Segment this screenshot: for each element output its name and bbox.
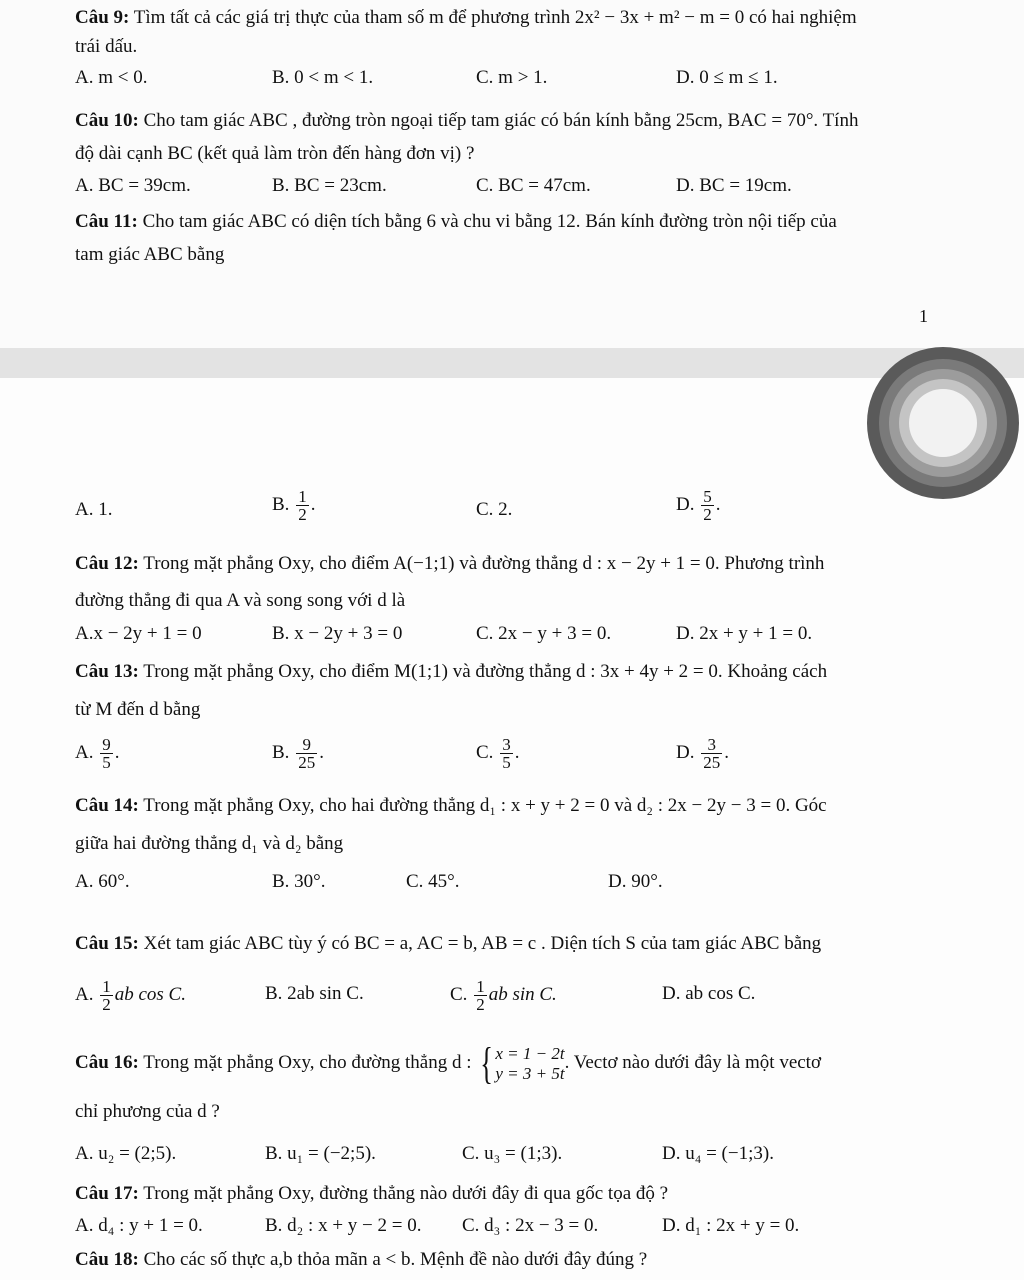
option-b[interactable]: B. u₁ = (−2;5). xyxy=(265,1143,376,1164)
question-text: Trong mặt phẳng Oxy, cho hai đường thẳng d₁ : x + y + 2 = 0 và d₂ : 2x − 2y − 3 = 0. Góc xyxy=(143,795,827,816)
equation-1: x = 1 − 2t xyxy=(495,1043,565,1063)
question-16-cont: chỉ phương của d ? xyxy=(75,1101,220,1122)
question-text: Cho tam giác ABC có diện tích bằng 6 và chu vi bằng 12. Bán kính đường tròn nội tiếp của xyxy=(142,211,837,232)
option-d[interactable]: D. 2x + y + 1 = 0. xyxy=(676,623,813,644)
numerator: 9 xyxy=(296,736,317,754)
system-brace: { xyxy=(480,1038,494,1088)
question-label: Câu 14: xyxy=(75,795,139,816)
question-label: Câu 18: xyxy=(75,1249,139,1270)
option-c[interactable] xyxy=(450,978,557,1013)
option-prefix: A. xyxy=(75,983,94,1005)
option-a[interactable]: A.x − 2y + 1 = 0 xyxy=(75,623,202,644)
denominator: 2 xyxy=(102,995,111,1014)
fraction xyxy=(701,488,714,523)
question-text: Trong mặt phẳng Oxy, cho đường thẳng d : xyxy=(143,1052,472,1073)
option-b[interactable]: B. 30°. xyxy=(272,871,326,892)
question-18 xyxy=(75,1248,994,1272)
option-prefix: B. xyxy=(272,493,290,515)
question-label: Câu 13: xyxy=(75,661,139,682)
fraction xyxy=(296,736,317,771)
question-text-after: . Vectơ nào dưới đây là một vectơ xyxy=(564,1052,822,1073)
option-c[interactable]: C. BC = 47cm. xyxy=(476,175,591,196)
option-c[interactable]: C. 45°. xyxy=(406,871,460,892)
option-a[interactable]: A. BC = 39cm. xyxy=(75,175,191,196)
loading-spinner-icon xyxy=(866,346,1020,500)
question-9-cont: trái dấu. xyxy=(75,36,138,57)
option-a[interactable] xyxy=(75,978,186,1013)
option-b[interactable]: B. 2ab sin C. xyxy=(265,983,364,1004)
question-label: Câu 15: xyxy=(75,933,139,954)
numerator: 9 xyxy=(102,735,111,754)
option-b[interactable]: B. $\frac{1}{2}$ . xyxy=(272,487,316,524)
equation-2: y = 3 + 5t xyxy=(495,1063,565,1083)
option-c[interactable]: C. 2. xyxy=(476,499,513,520)
question-17 xyxy=(75,1182,994,1206)
denominator: 5 xyxy=(102,753,111,772)
question-10-cont: độ dài cạnh BC (kết quả làm tròn đến hàng đơn vị) ? xyxy=(75,143,475,164)
question-text: Xét tam giác ABC tùy ý có BC = a, AC = b, AB = c . Diện tích S của tam giác ABC bằng xyxy=(143,933,822,954)
question-16 xyxy=(75,1038,994,1088)
option-d[interactable]: D. $\frac{3}{25}$ . xyxy=(676,735,729,772)
option-c[interactable]: C. $\frac{3}{5}$ . xyxy=(476,735,520,772)
question-text: Cho tam giác ABC , đường tròn ngoại tiếp tam giác có bán kính bằng 25cm, BAC = 70°. Tính xyxy=(143,110,859,131)
fraction xyxy=(296,488,309,523)
numerator: 3 xyxy=(502,735,511,754)
question-10 xyxy=(75,109,994,133)
option-d[interactable]: D. 0 ≤ m ≤ 1. xyxy=(676,67,778,88)
question-text: Cho các số thực a,b thỏa mãn a < b. Mệnh đề nào dưới đây đúng ? xyxy=(143,1249,648,1270)
numerator: 1 xyxy=(476,977,485,996)
denominator: 25 xyxy=(703,753,721,772)
question-15 xyxy=(75,932,994,956)
question-text: Trong mặt phẳng Oxy, cho điểm A(−1;1) và đường thẳng d : x − 2y + 1 = 0. Phương trình xyxy=(143,553,825,574)
question-label: Câu 9: xyxy=(75,7,130,28)
option-c[interactable]: C. d₃ : 2x − 3 = 0. xyxy=(462,1215,599,1236)
option-tail: ab sin C. xyxy=(488,983,557,1005)
option-b[interactable]: B. x − 2y + 3 = 0 xyxy=(272,623,403,644)
option-d[interactable]: D. 90°. xyxy=(608,871,663,892)
option-b[interactable]: B. BC = 23cm. xyxy=(272,175,387,196)
option-d[interactable]: D. u₄ = (−1;3). xyxy=(662,1143,774,1164)
numerator: 5 xyxy=(703,487,712,506)
denominator: 2 xyxy=(476,995,485,1014)
question-13-cont: từ M đến d bằng xyxy=(75,699,201,720)
option-prefix: C. xyxy=(450,983,468,1005)
numerator: 3 xyxy=(701,736,722,754)
option-d[interactable]: D. ab cos C. xyxy=(662,983,756,1004)
option-c[interactable]: C. u₃ = (1;3). xyxy=(462,1143,563,1164)
option-c[interactable]: C. m > 1. xyxy=(476,67,548,88)
question-label: Câu 17: xyxy=(75,1183,139,1204)
fraction xyxy=(500,736,513,771)
question-11 xyxy=(75,210,994,234)
question-11-cont: tam giác ABC bằng xyxy=(75,244,225,265)
question-13 xyxy=(75,660,994,684)
page-number: 1 xyxy=(919,306,928,326)
numerator: 1 xyxy=(298,487,307,506)
option-b[interactable]: B. $\frac{9}{25}$ . xyxy=(272,735,324,772)
fraction xyxy=(701,736,722,771)
question-9 xyxy=(75,6,994,30)
question-12 xyxy=(75,552,994,576)
question-text: Tìm tất cả các giá trị thực của tham số m để phương trình 2x² − 3x + m² − m = 0 có hai nghiệm xyxy=(133,7,857,28)
option-a[interactable]: A. $\frac{9}{5}$ . xyxy=(75,735,120,772)
option-a[interactable]: A. u₂ = (2;5). xyxy=(75,1143,177,1164)
question-text: Trong mặt phẳng Oxy, đường thẳng nào dưới đây đi qua gốc tọa độ ? xyxy=(143,1183,669,1204)
option-tail: ab cos C. xyxy=(114,983,186,1005)
fraction xyxy=(474,978,487,1013)
option-b[interactable]: B. d₂ : x + y − 2 = 0. xyxy=(265,1215,422,1236)
question-text: Trong mặt phẳng Oxy, cho điểm M(1;1) và đường thẳng d : 3x + 4y + 2 = 0. Khoảng cách xyxy=(143,661,828,682)
option-b[interactable]: B. 0 < m < 1. xyxy=(272,67,374,88)
denominator: 2 xyxy=(703,505,712,524)
fraction xyxy=(100,978,113,1013)
option-a[interactable]: A. 60°. xyxy=(75,871,130,892)
option-a[interactable]: A. m < 0. xyxy=(75,67,148,88)
option-d[interactable]: D. BC = 19cm. xyxy=(676,175,792,196)
option-a[interactable]: A. 1. xyxy=(75,499,113,520)
option-a[interactable]: A. d₄ : y + 1 = 0. xyxy=(75,1215,203,1236)
denominator: 2 xyxy=(298,505,307,524)
option-d[interactable]: D. $\frac{5}{2}$ . xyxy=(676,487,721,524)
option-prefix: D. xyxy=(676,493,695,515)
question-label: Câu 11: xyxy=(75,211,138,232)
option-prefix: C. xyxy=(476,741,494,763)
fraction xyxy=(100,736,113,771)
option-prefix: B. xyxy=(272,741,290,763)
question-12-cont: đường thẳng đi qua A và song song với d là xyxy=(75,590,406,611)
question-14-cont: giữa hai đường thẳng d₁ và d₂ bằng xyxy=(75,833,344,854)
numerator: 1 xyxy=(102,977,111,996)
option-prefix: A. xyxy=(75,741,94,763)
equation-system xyxy=(495,1044,564,1084)
denominator: 5 xyxy=(502,753,511,772)
question-label: Câu 16: xyxy=(75,1052,139,1073)
question-label: Câu 10: xyxy=(75,110,139,131)
option-prefix: D. xyxy=(676,741,695,763)
denominator: 25 xyxy=(298,753,316,772)
question-label: Câu 12: xyxy=(75,553,139,574)
question-14 xyxy=(75,794,994,818)
option-d[interactable]: D. d₁ : 2x + y = 0. xyxy=(662,1215,800,1236)
option-c[interactable]: C. 2x − y + 3 = 0. xyxy=(476,623,612,644)
